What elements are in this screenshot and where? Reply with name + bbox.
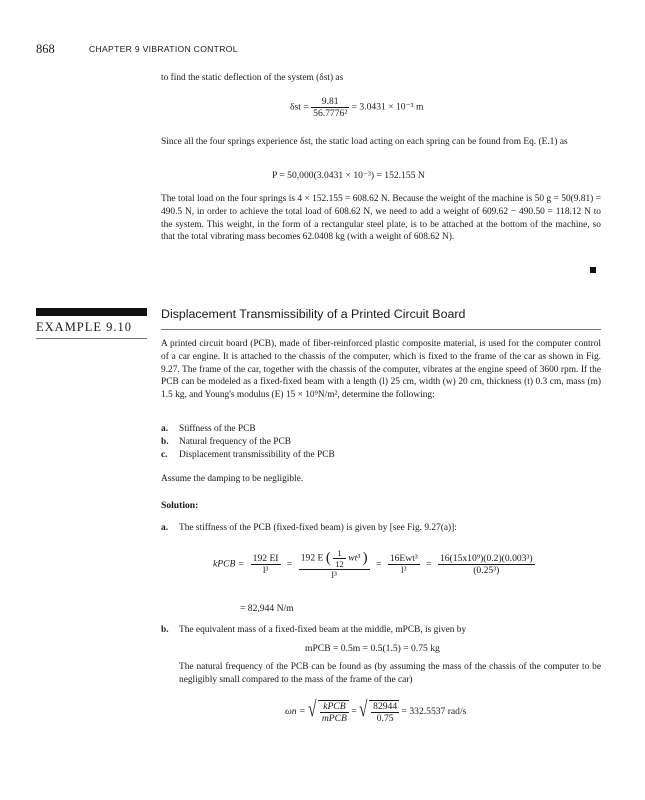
k-f2-inner-num: 1 [333,548,346,559]
step-b-letter: b. [161,625,169,635]
total-load-paragraph: The total load on the four springs is 4 × 152.155 = 608.62 N. Because the weight of the machine is 50 g = 50(9.81) = 490.5 N, in order to achieve the total load of 608.62 N, we need to add a weight of 609.62 − 490.50 = 118.12 N to the system. This weight, in the form of a rectangular steel plate, is to be attached at the bottom of the machine, so that the total vibrating mass becomes 62.0408 kg (with a weight of 608.62 N). [161,194,601,243]
chapter-header: CHAPTER 9 VIBRATION CONTROL [89,44,238,54]
natural-frequency-paragraph: The natural frequency of the PCB can be found as (by assuming the mass of the chassis of the computer to be negligibly small compared to the mass of the frame of the car) [179,662,601,685]
sqrt-icon: √ [307,696,317,721]
eq-delta-den: 56.7776² [313,108,348,119]
k-f1-den: l³ [262,565,269,576]
assumption-text: Assume the damping to be negligible. [161,474,304,484]
k-f2-den: l³ [331,570,337,581]
list-item-letter: c. [161,449,168,460]
sqrt-1 [307,696,349,724]
list-item [161,449,335,462]
w-lhs: ωn = [285,706,306,718]
eq-delta-fraction [311,96,349,119]
static-load-paragraph: Since all the four springs experience δst, the static load acting on each spring can be found from Eq. (E.1) as [161,137,568,147]
end-of-example-mark [590,267,596,273]
step-a [161,522,601,535]
natural-frequency-equation: ωn = √ $\frac{\text{kPCB}}{\text{mPCB}}$ = √ $\frac{82944}{0.75}$ = 332.5537 rad/s [285,696,467,724]
example-title: Displacement Transmissibility of a Printed Circuit Board [161,307,466,321]
example-title-rule [161,329,601,330]
example-label-bar [36,308,147,316]
w-result: = 332.5537 rad/s [401,706,467,718]
sqrt-2 [359,696,399,724]
page-number: 868 [36,42,55,56]
k-f2-inner-after: wt³ [348,552,361,564]
w-s1-den: mPCB [321,713,347,724]
list-item-text: Displacement transmissibility of the PCB [179,449,335,460]
problem-statement: A printed circuit board (PCB), made of fiber-reinforced plastic composite material, is used for the computer control of a car engine. It is attached to the chassis of the computer, which is fixed to the frame of the car as shown in Fig. 9.27. The frame of the car, together with the chassis of the computer, vibrates at the engine speed of 3600 rpm. If the PCB can be modeled as a fixed-fixed beam with a length (l) 25 cm, width (w) 20 cm, thickness (t) 0.3 cm, mass (m) 1.5 kg, and Young's modulus (E) 15 × 10⁹N/m², determine the following: [161,339,601,401]
k-fraction-4 [438,553,535,576]
list-item [161,423,335,436]
eq-delta-rhs: = 3.0431 × 10⁻³ m [351,101,424,113]
eq-delta-num: 9.81 [311,96,349,108]
problem-list [161,423,335,461]
k-f4-num: 16(15x10⁹)(0.2)(0.003³) [439,553,533,564]
sqrt-icon: √ [359,696,368,721]
step-a-letter: a. [161,523,169,533]
static-deflection-equation [290,96,423,119]
k-f4-den: (0.25³) [473,565,500,576]
load-equation: P = 50,000(3.0431 × 10⁻³) = 152.155 N [272,170,425,181]
k-f2-inner-fraction [333,548,346,569]
equivalent-mass-equation: mPCB = 0.5m = 0.5(1.5) = 0.75 kg [305,643,440,654]
k-f2-inner-den: 12 [335,559,344,569]
k-fraction-3 [388,553,420,576]
solution-heading: Solution: [161,500,199,511]
w-sqrt-2-fraction [371,701,399,724]
example-label: EXAMPLE 9.10 [36,320,133,334]
k-f2-pre: 192 E [300,552,324,564]
step-b [161,624,601,637]
static-deflection-intro: to find the static deflection of the system (δst) as [161,73,344,83]
stiffness-result: = 82,944 N/m [240,603,294,614]
k-fraction-2 [299,548,370,581]
k-fraction-1 [251,553,281,576]
step-b-text: The equivalent mass of a fixed-fixed beam at the middle, mPCB, is given by [179,625,467,635]
eq-delta-lhs: δst = [290,101,309,113]
example-label-rule [36,338,147,339]
k-f3-den: l³ [401,565,407,576]
w-s2-num: 82944 [373,701,398,712]
w-sqrt-1-fraction [320,701,349,724]
k-f1-num: 192 EI [252,553,279,564]
stiffness-equation: kPCB = $\frac{192 EI}{\text{l³}}$ = 192 E ( $\frac{1}{12}$ wt³ ) l³ = $\frac{\text{16Ewt³}}{\text{l³}}$ = $\frac{\text{16(15x10⁹)(0.2)(0.003³)}}{\text{(0.25³)}}$ [213,548,533,581]
list-item-text: Stiffness of the PCB [179,424,256,434]
list-item-text: Natural frequency of the PCB [179,436,291,447]
list-item-letter: a. [161,424,169,434]
list-item [161,436,335,449]
k-f2-num: 192 E ( $\frac{1}{12}$ wt³ ) [300,548,368,569]
w-s1-num: kPCB [320,701,349,713]
step-a-text: The stiffness of the PCB (fixed-fixed beam) is given by [see Fig. 9.27(a)]: [179,523,457,533]
w-s2-den: 0.75 [376,713,394,724]
k-lhs: kPCB = [213,558,245,570]
k-f3-num: 16Ewt³ [389,553,418,564]
list-item-letter: b. [161,436,169,447]
